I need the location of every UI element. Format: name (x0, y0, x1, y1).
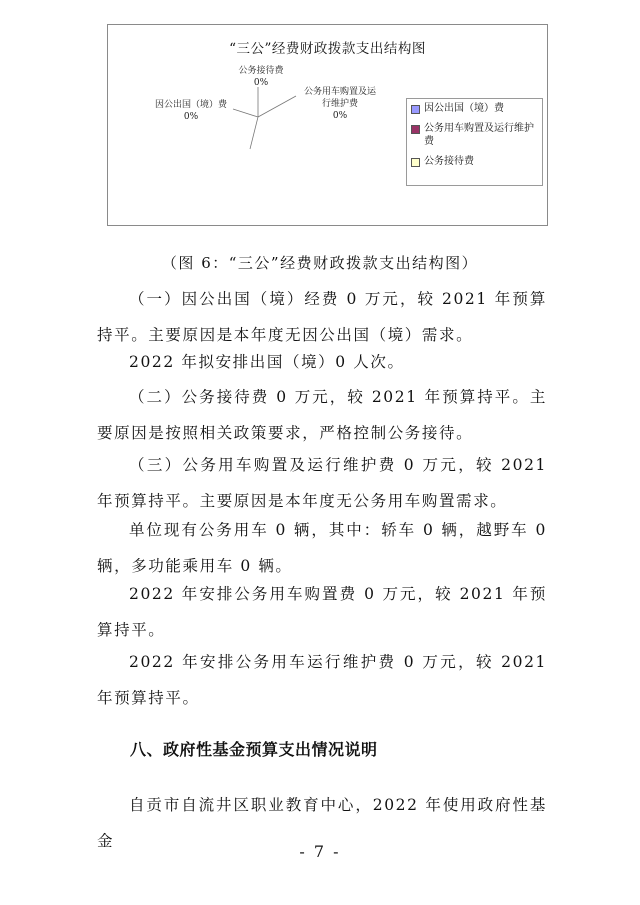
paragraph-vehicle-count: 单位现有公务用车 0 辆，其中：轿车 0 辆，越野车 0 辆，多功能乘用车 0 辆。 (97, 521, 547, 575)
paragraph-vehicle-maintenance: 2022 年安排公务用车运行维护费 0 万元，较 2021 年预算持平。 (97, 653, 547, 707)
paragraph-abroad: （一）因公出国（境）经费 0 万元，较 2021 年预算持平。主要原因是本年度无因公出国（境）需求。 (97, 290, 547, 344)
chart-legend (406, 98, 543, 186)
slice-line-abroad (233, 109, 258, 117)
slice-name-vehicle-1: 公务用车购置及运 (303, 87, 376, 97)
slice-line-vehicle (258, 96, 296, 117)
paragraph-reception: （二）公务接待费 0 万元，较 2021 年预算持平。主要原因是按照相关政策要求，严格控制公务接待。 (97, 388, 547, 442)
page-number: - 7 - (299, 842, 341, 861)
legend-swatch-reception (411, 158, 420, 167)
legend-swatch-vehicle (411, 125, 420, 134)
paragraph-vehicle-purchase: 2022 年安排公务用车购置费 0 万元，较 2021 年预算持平。 (97, 585, 547, 639)
legend-item-reception (411, 155, 538, 168)
slice-name-reception: 公务接待费 (238, 66, 284, 76)
pie-chart (107, 24, 548, 226)
legend-label-vehicle: 公务用车购置及运行维护费 (424, 123, 534, 147)
slice-value-abroad: 0% (183, 112, 199, 122)
slice-name-vehicle-2: 行维护费 (321, 99, 358, 109)
section-heading: 八、政府性基金预算支出情况说明 (130, 740, 378, 759)
slice-label-reception (226, 65, 296, 89)
slice-name-abroad: 因公出国（境）费 (154, 100, 227, 110)
legend-label-abroad: 因公出国（境）费 (424, 103, 504, 114)
slice-label-abroad (146, 99, 236, 123)
paragraph-fund: 自贡市自流井区职业教育中心，2022 年使用政府性基金 (97, 796, 547, 850)
paragraph-abroad-count: 2022 年拟安排出国（境）0 人次。 (129, 353, 405, 371)
legend-label-reception: 公务接待费 (424, 156, 474, 167)
slice-line-center (250, 117, 258, 149)
slice-label-vehicle (296, 86, 384, 122)
slice-value-vehicle: 0% (332, 111, 348, 121)
legend-item-vehicle (411, 122, 538, 148)
paragraph-vehicle: （三）公务用车购置及运行维护费 0 万元，较 2021 年预算持平。主要原因是本年度无公务用车购置需求。 (97, 456, 547, 510)
figure-caption: （图 6：“三公”经费财政拨款支出结构图） (161, 254, 479, 272)
chart-title: “三公”经费财政拨款支出结构图 (229, 41, 426, 57)
legend-item-abroad (411, 102, 538, 115)
slice-value-reception: 0% (253, 78, 269, 88)
legend-swatch-abroad (411, 105, 420, 114)
